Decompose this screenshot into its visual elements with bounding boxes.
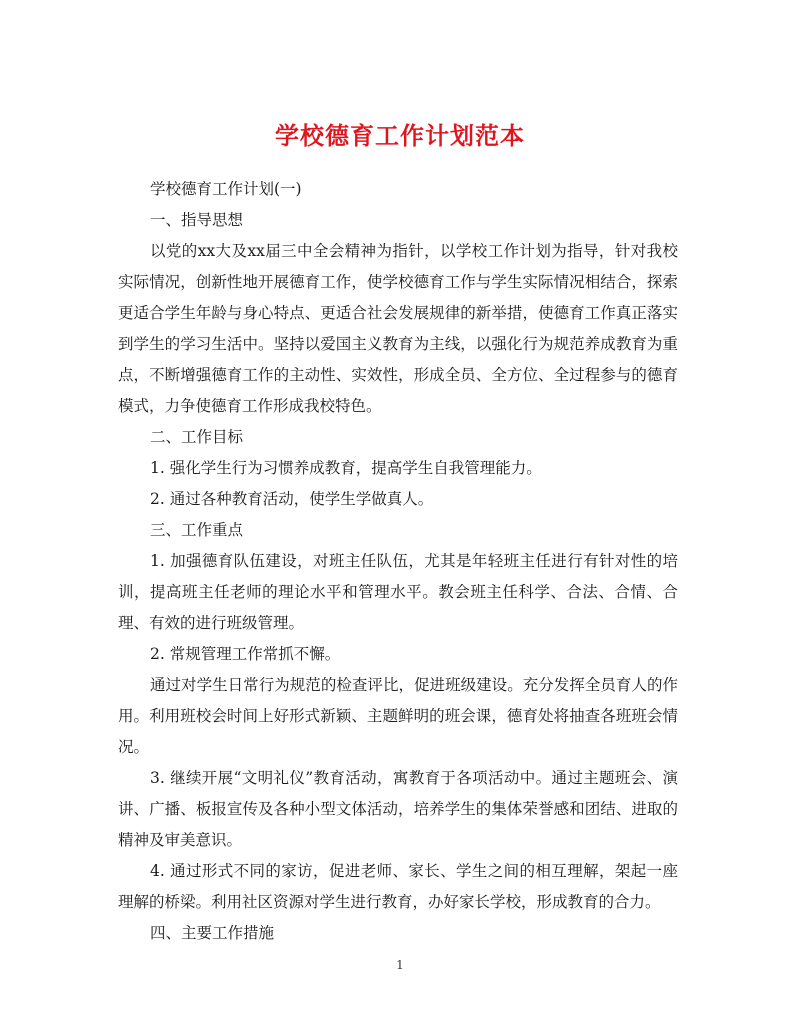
section-heading-work-goals: 二、工作目标	[150, 428, 244, 446]
paragraph-guiding-ideology: 以党的xx大及xx届三中全会精神为指针，以学校工作计划为指导，针对我校实际情况，创新性地开展德育工作，使学校德育工作与学生实际情况相结合，探索更适合学生年龄与身心特点、更适合社会发展规律的新举措，使德育工作真正落实到学生的学习生活中。坚持以爱国主义教育为主线，以强化行为规范养成教育为重点，不断增强德育工作的主动性、实效性，形成全员、全方位、全过程参与的德育模式，力争使德育工作形成我校特色。	[118, 242, 678, 415]
paragraph-focus-4: 4. 通过形式不同的家访，促进老师、家长、学生之间的相互理解，架起一座理解的桥梁。利用社区资源对学生进行教育，办好家长学校，形成教育的合力。	[118, 862, 678, 911]
paragraph-plan-heading: 学校德育工作计划(一)	[150, 180, 302, 198]
section-heading-main-measures: 四、主要工作措施	[150, 924, 275, 942]
document-title: 学校德育工作计划范本	[275, 121, 525, 151]
section-heading-guiding-ideology: 一、指导思想	[150, 211, 244, 229]
paragraph-goal-1: 1. 强化学生行为习惯养成教育，提高学生自我管理能力。	[150, 459, 542, 477]
paragraph-focus-3: 3. 继续开展“文明礼仪”教育活动，寓教育于各项活动中。通过主题班会、演讲、广播、板报宣传及各种小型文体活动，培养学生的集体荣誉感和团结、进取的精神及审美意识。	[118, 769, 678, 849]
document-body	[118, 174, 678, 949]
page-number: 1	[396, 958, 404, 972]
paragraph-focus-2: 2. 常规管理工作常抓不懈。	[150, 645, 341, 663]
section-heading-work-focus: 三、工作重点	[150, 521, 244, 539]
paragraph-focus-2-detail: 通过对学生日常行为规范的检查评比，促进班级建设。充分发挥全员育人的作用。利用班校会时间上好形式新颖、主题鲜明的班会课，德育处将抽查各班班会情况。	[118, 676, 678, 756]
paragraph-focus-1: 1. 加强德育队伍建设，对班主任队伍，尤其是年轻班主任进行有针对性的培训，提高班主任老师的理论水平和管理水平。教会班主任科学、合法、合情、合理、有效的进行班级管理。	[118, 552, 678, 632]
paragraph-goal-2: 2. 通过各种教育活动，使学生学做真人。	[150, 490, 434, 508]
